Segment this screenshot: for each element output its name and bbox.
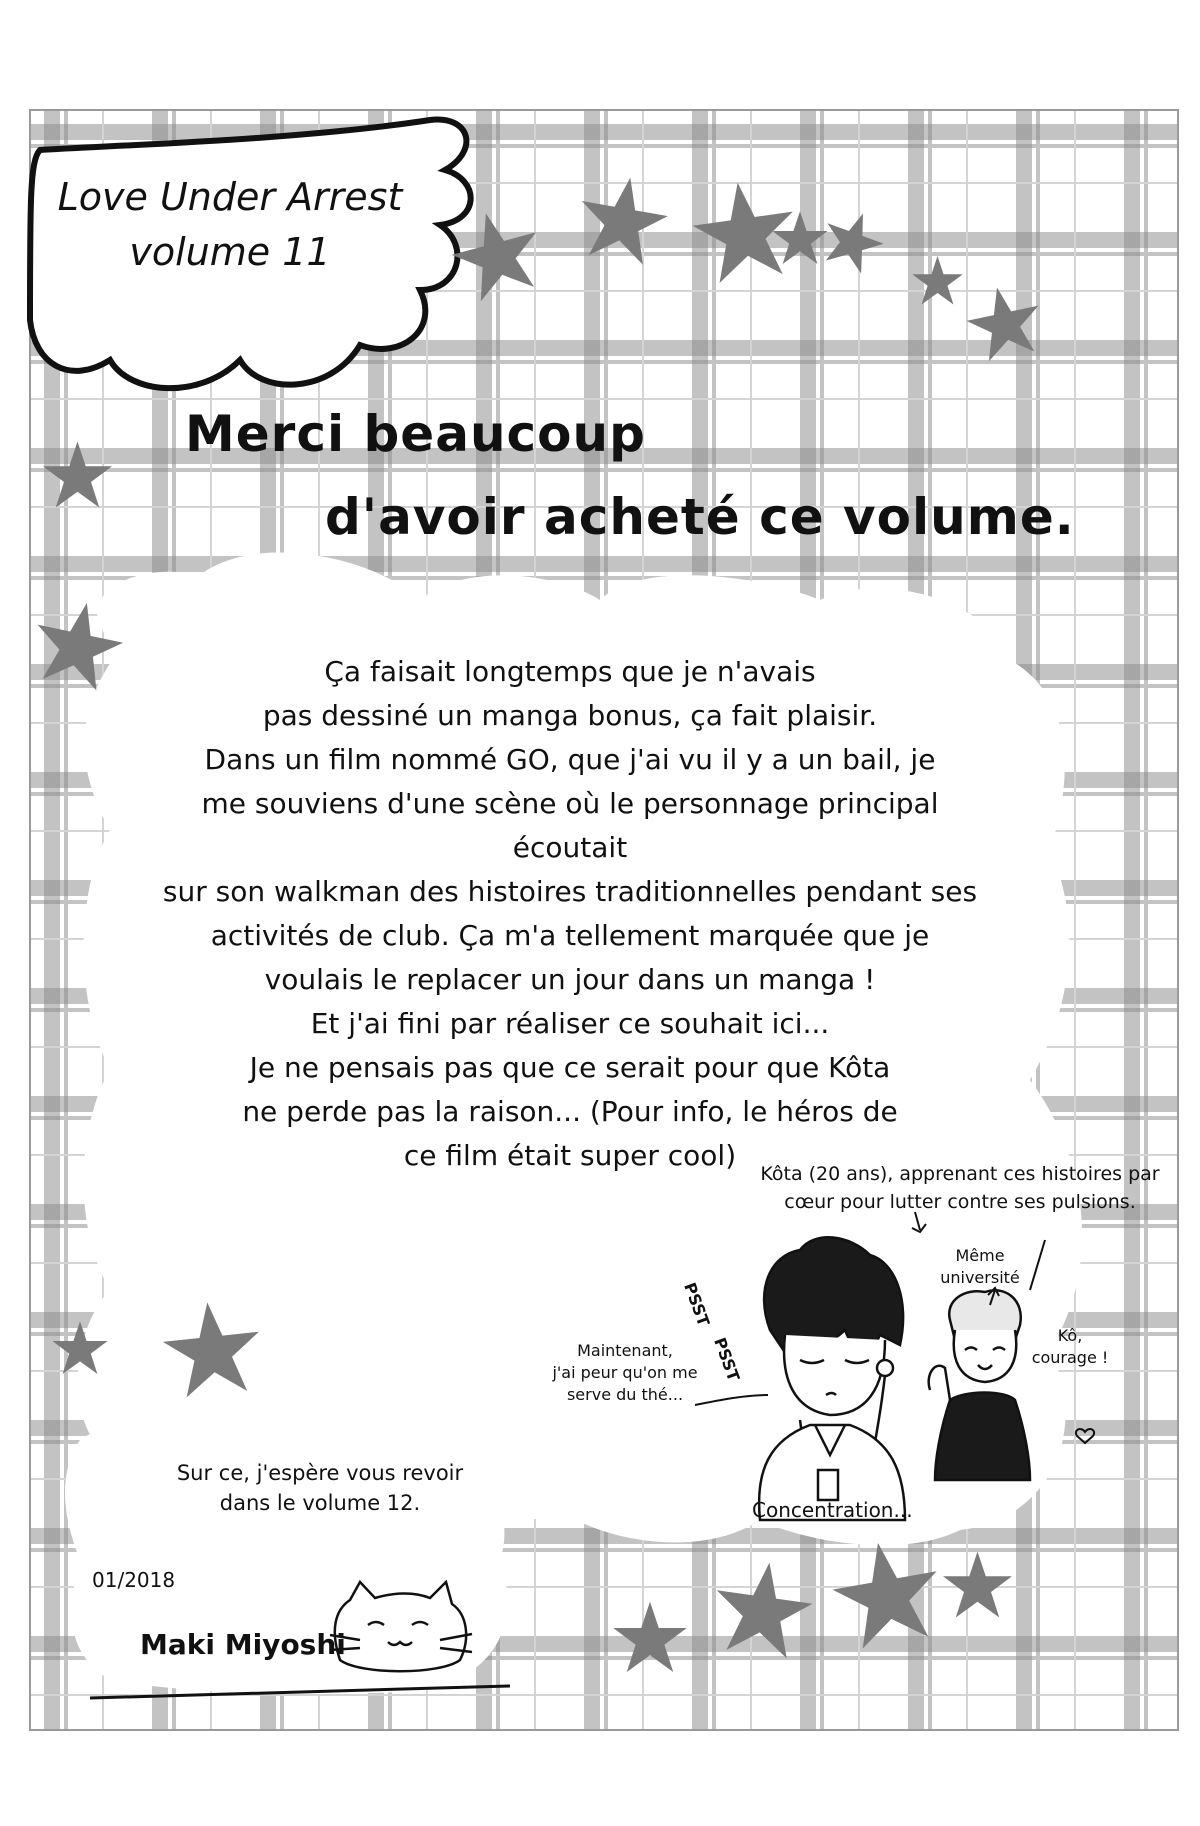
cheer-line2: courage ! (1031, 1348, 1109, 1367)
closing-line2: dans le volume 12. (219, 1491, 421, 1515)
message-line: ce film était super cool) (403, 1139, 737, 1172)
same-university-note (925, 1245, 1035, 1289)
kota-thought-line3: serve du thé... (566, 1385, 684, 1404)
same-university-line1: Même (955, 1246, 1005, 1265)
message-line: pas dessiné un manga bonus, ça fait plaisir. (262, 699, 878, 732)
series-title (50, 170, 410, 280)
author-message (140, 650, 1000, 1178)
kota-thought-line1: Maintenant, (577, 1341, 673, 1360)
same-university-line2: université (940, 1268, 1020, 1287)
message-line: ne perde pas la raison... (Pour info, le héros de (242, 1095, 898, 1128)
kota-thought-line2: j'ai peur qu'on me (552, 1363, 698, 1382)
closing-date: 01/2018 (92, 1568, 176, 1592)
message-line: Je ne pensais pas que ce serait pour que Kôta (249, 1051, 891, 1084)
kota-thought (550, 1340, 700, 1406)
sound-effect-psst-2: PSST (710, 1335, 744, 1384)
series-title-line1: Love Under Arrest (57, 175, 403, 219)
thanks-headline-line2: d'avoir acheté ce volume. (325, 488, 1075, 546)
kota-caption-line2: cœur pour lutter contre ses pulsions. (784, 1191, 1136, 1213)
message-line: Et j'ai fini par réaliser ce souhait ici... (310, 1007, 830, 1040)
closing-message (140, 1458, 500, 1518)
message-line: voulais le replacer un jour dans un manga ! (264, 963, 876, 996)
sound-effect-psst-1: PSST (680, 1280, 714, 1329)
thanks-headline-line1: Merci beaucoup (185, 405, 646, 463)
kota-caption (760, 1160, 1160, 1216)
closing-line1: Sur ce, j'espère vous revoir (176, 1461, 464, 1485)
concentration-caption: Concentration... (752, 1498, 913, 1522)
kota-caption-line1: Kôta (20 ans), apprenant ces histoires par (760, 1163, 1160, 1185)
cheer-line1: Kô, (1057, 1326, 1083, 1345)
author-signature: Maki Miyoshi (140, 1628, 346, 1661)
cheer-bubble (1020, 1325, 1120, 1369)
message-line: Ça faisait longtemps que je n'avais (324, 655, 816, 688)
message-line: sur son walkman des histoires traditionnelles pendant ses (162, 875, 978, 908)
message-line: Dans un film nommé GO, que j'ai vu il y a un bail, je (204, 743, 936, 776)
message-line: activités de club. Ça m'a tellement marquée que je (210, 919, 930, 952)
message-line: me souviens d'une scène où le personnage principal écoutait (201, 787, 939, 864)
series-volume-line: volume 11 (129, 230, 331, 275)
